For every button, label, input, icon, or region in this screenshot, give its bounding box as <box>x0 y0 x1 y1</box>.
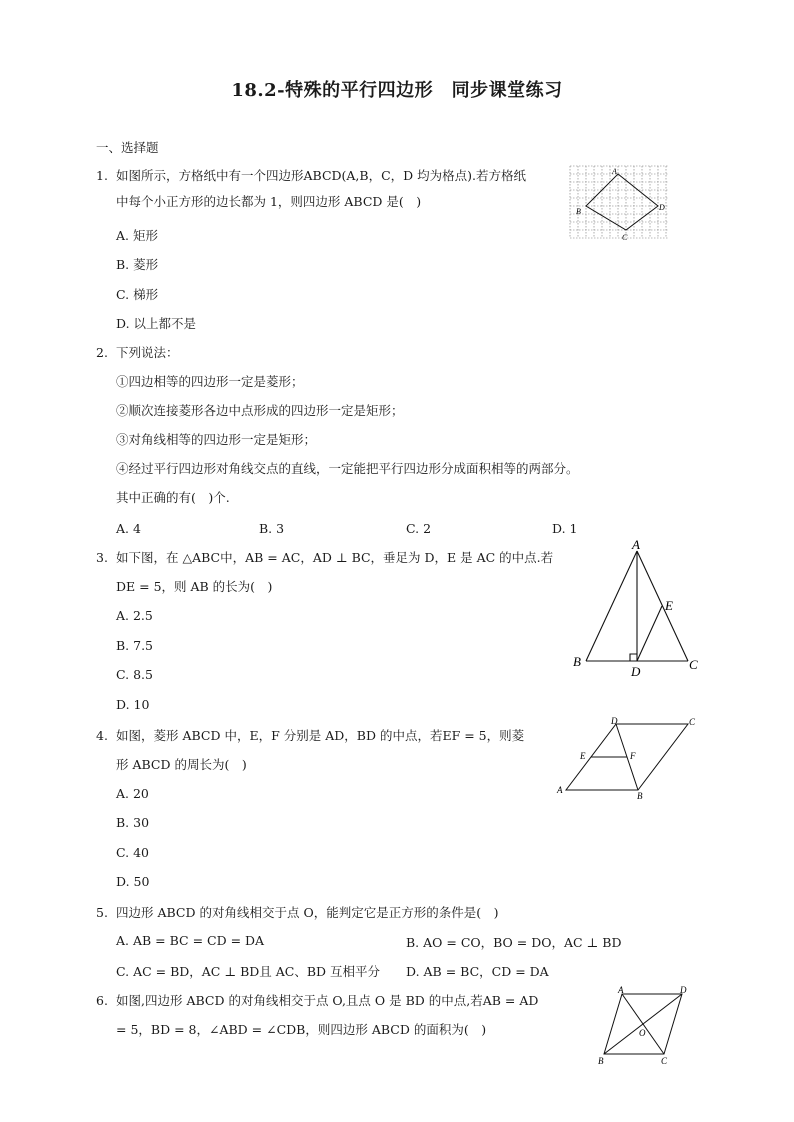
page-title: 18.2-特殊的平行四边形 同步课堂练习 <box>231 80 563 101</box>
label-b: B <box>573 654 581 669</box>
question-text: = 5，BD = 8，∠ABD = ∠CDB，则四边形 ABCD 的面积为( ) <box>116 1022 487 1037</box>
label-d: D <box>680 985 687 995</box>
option-d[interactable]: D. 1 <box>552 521 578 536</box>
option-c[interactable]: C. 2 <box>406 521 432 536</box>
question-6 <box>96 991 539 1040</box>
label-a: A <box>612 167 617 176</box>
statement-2: ②顺次连接菱形各边中点形成的四边形一定是矩形； <box>116 403 404 418</box>
question-text: 其中正确的有( )个. <box>116 490 230 505</box>
option-b[interactable]: B. AO = CO，BO = DO，AC ⊥ BD <box>406 935 622 950</box>
label-b: B <box>598 1056 604 1066</box>
label-e: E <box>580 751 586 761</box>
label-a: A <box>618 985 624 995</box>
question-text: 如图,四边形 ABCD 的对角线相交于点 O,且点 O 是 BD 的中点,若AB = AD <box>116 993 539 1008</box>
question-3 <box>96 548 554 597</box>
option-b[interactable]: B. 3 <box>259 521 285 536</box>
label-c: C <box>689 657 698 672</box>
option-c[interactable]: C. 40 <box>116 845 149 860</box>
question-4 <box>96 726 525 775</box>
option-c[interactable]: C. AC = BD，AC ⊥ BD且 AC、BD 互相平分 <box>116 964 381 979</box>
statement-3: ③对角线相等的四边形一定是矩形； <box>116 432 317 447</box>
question-number: 5. <box>96 905 108 920</box>
question-number: 2. <box>96 345 108 360</box>
option-d[interactable]: D. 10 <box>116 697 150 712</box>
label-b: B <box>576 207 581 216</box>
option-a[interactable]: A. 4 <box>116 521 141 536</box>
label-d: D <box>611 716 618 726</box>
label-f: F <box>630 751 636 761</box>
question-1 <box>96 166 527 212</box>
question-text: 下列说法： <box>116 345 179 360</box>
figure-isosceles-triangle <box>568 538 704 684</box>
question-text: 形 ABCD 的周长为( ) <box>116 757 247 772</box>
figure-grid-quadrilateral <box>568 164 670 248</box>
option-b[interactable]: B. 菱形 <box>116 257 159 272</box>
question-number: 1. <box>96 168 108 183</box>
question-number: 4. <box>96 728 108 743</box>
label-d: D <box>631 664 641 679</box>
figure-quadrilateral-diagonals <box>594 984 700 1072</box>
statement-4: ④经过平行四边形对角线交点的直线，一定能把平行四边形分成面积相等的两部分。 <box>116 461 579 476</box>
question-text: DE = 5，则 AB 的长为( ) <box>116 579 273 594</box>
question-text: 如图所示，方格纸中有一个四边形ABCD(A,B，C，D 均为格点).若方格纸 <box>116 168 527 183</box>
label-a: A <box>632 538 640 552</box>
option-a[interactable]: A. 20 <box>116 786 149 801</box>
statement-1: ①四边相等的四边形一定是菱形； <box>116 374 304 389</box>
label-d: D <box>659 203 665 212</box>
option-a[interactable]: A. 矩形 <box>116 228 158 243</box>
label-c: C <box>622 233 628 242</box>
question-2 <box>96 343 579 508</box>
option-d[interactable]: D. 50 <box>116 874 150 889</box>
option-a[interactable]: A. 2.5 <box>116 608 153 623</box>
question-text: 如下图，在 △ABC中，AB = AC，AD ⊥ BC，垂足为 D，E 是 AC 的中点.若 <box>116 550 554 565</box>
question-text: 如图，菱形 ABCD 中，E，F 分别是 AD，BD 的中点，若EF = 5，则菱 <box>116 728 525 743</box>
question-number: 3. <box>96 550 108 565</box>
option-a[interactable]: A. AB = BC = CD = DA <box>116 933 265 948</box>
option-c[interactable]: C. 8.5 <box>116 667 153 682</box>
question-text: 四边形 ABCD 的对角线相交于点 O，能判定它是正方形的条件是( ) <box>116 905 499 920</box>
label-c: C <box>661 1056 668 1066</box>
option-d[interactable]: D. AB = BC，CD = DA <box>406 964 549 979</box>
option-b[interactable]: B. 7.5 <box>116 638 154 653</box>
label-o: O <box>639 1028 646 1038</box>
option-d[interactable]: D. 以上都不是 <box>116 316 197 331</box>
figure-rhombus-midpoints <box>552 714 700 806</box>
label-c: C <box>689 717 696 727</box>
label-b: B <box>637 791 643 801</box>
section-heading: 一、选择题 <box>96 140 159 155</box>
label-a: A <box>557 785 563 795</box>
question-number: 6. <box>96 993 108 1008</box>
label-e: E <box>665 598 673 613</box>
option-b[interactable]: B. 30 <box>116 815 150 830</box>
question-5 <box>96 903 499 923</box>
question-text: 中每个小正方形的边长都为 1，则四边形 ABCD 是( ) <box>116 194 422 209</box>
option-c[interactable]: C. 梯形 <box>116 287 159 302</box>
